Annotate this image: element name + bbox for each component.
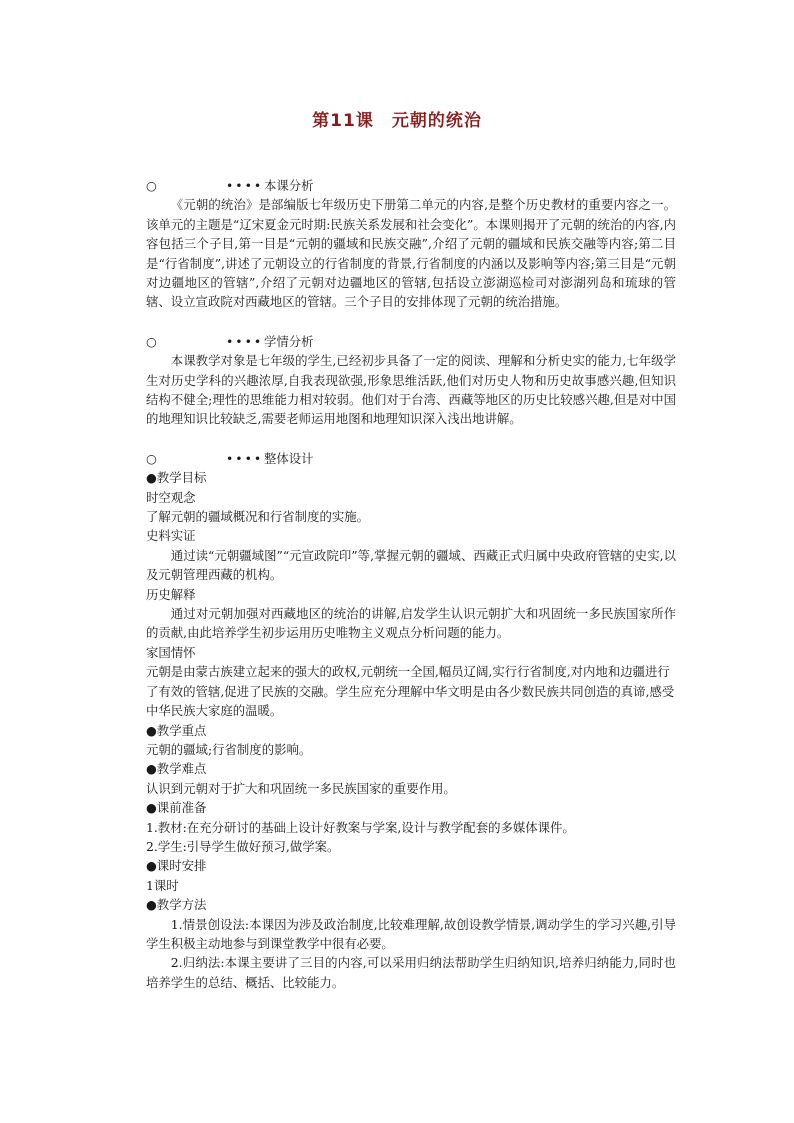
dots-icon: •••• [226,450,264,466]
prep-item: 2.学生:引导学生做好预习,做学案。 [146,838,340,854]
section-heading-text: 学情分析 [264,333,314,349]
prep-item: 1.教材:在充分研讨的基础上设计好教案与学案,设计与教学配套的多媒体课件。 [146,819,575,835]
method-label: ●教学方法 [146,897,207,913]
schedule-label: ●课时安排 [146,858,207,874]
students-paragraph: 本课教学对象是七年级的学生,已经初步具备了一定的阅读、理解和分析史实的能力,七年级学生对历史学科的兴趣浓厚,自我表现欲强,形象思维活跃,他们对历史人物和历史故事感兴趣,但知识结构不健全;理性的思维能力相对较弱。他们对于台湾、西藏等地区的历史比较感兴趣,但是对中国的地理知识比较缺乏,需要老师运用地图和地理知识深入浅出地讲解。 [146,353,676,427]
lesson-body [146,176,676,992]
goal-label: 史料实证 [146,528,196,544]
focus-text: 元朝的疆域;行省制度的影响。 [146,741,312,757]
method-item: 2.归纳法:本课主要讲了三目的内容,可以采用归纳法帮助学生归纳知识,培养归纳能力,同时也培养学生的总结、概括、比较能力。 [146,955,676,990]
difficulty-label: ●教学难点 [146,761,207,777]
prep-label: ●课前准备 [146,800,207,816]
circle-icon: ○ [146,333,157,349]
difficulty-text: 认识到元朝对于扩大和巩固统一多民族国家的重要作用。 [146,780,456,796]
circle-icon: ○ [146,178,157,193]
focus-label: ●教学重点 [146,722,207,738]
section-heading-text: 整体设计 [264,450,314,466]
lesson-title: 第11课 元朝的统治 [312,111,482,131]
schedule-text: 1课时 [146,877,179,893]
goal-label: 历史解释 [146,586,196,602]
dots-icon: •••• [226,178,264,193]
goal-label: 时空观念 [146,489,196,505]
goal-text: 通过对元朝加强对西藏地区的统治的讲解,启发学生认识元朝扩大和巩固统一多民族国家所作的贡献,由此培养学生初步运用历史唯物主义观点分析问题的能力。 [146,606,676,641]
goal-text: 元朝是由蒙古族建立起来的强大的政权,元朝统一全国,幅员辽阔,实行行省制度,对内地和边疆进行了有效的管辖,促进了民族的交融。学生应充分理解中华文明是由各少数民族共同创造的真谛,感受中华民族大家庭的温暖。 [146,664,675,719]
goal-label: 家国情怀 [146,644,196,660]
goal-text: 通过读“元朝疆域图”“元宣政院印”等,掌握元朝的疆域、西藏正式归属中央政府管辖的史实,以及元朝管理西藏的机构。 [146,547,676,583]
section-heading-students [146,332,676,351]
dots-icon: •••• [226,333,264,349]
section-heading-analysis [146,176,676,195]
method-item: 1.情景创设法:本课因为涉及政治制度,比较难理解,故创设教学情景,调动学生的学习兴趣,引导学生积极主动地参与到课堂教学中很有必要。 [146,916,676,951]
goals-label: ●教学目标 [146,470,207,486]
section-heading-text: 本课分析 [264,178,314,193]
section-heading-design [146,449,676,468]
goal-text: 了解元朝的疆域概况和行省制度的实施。 [146,509,370,525]
analysis-paragraph: 《元朝的统治》是部编版七年级历史下册第二单元的内容,是整个历史教材的重要内容之一。该单元的主题是“辽宋夏金元时期:民族关系发展和社会变化”。本课则揭开了元朝的统治的内容,内容包括三个子目,第一目是“元朝的疆域和民族交融”,介绍了元朝的疆域和民族交融等内容;第二目是“行省制度”,讲述了元朝设立的行省制度的背景,行省制度的内涵以及影响等内容;第三目是“元朝对边疆地区的管辖”,介绍了元朝对边疆地区的管辖,包括设立澎湖巡检司对澎湖列岛和琉球的管辖、设立宣政院对西藏地区的管辖。三个子目的安排体现了元朝的统治措施。 [146,197,676,310]
circle-icon: ○ [146,450,157,466]
